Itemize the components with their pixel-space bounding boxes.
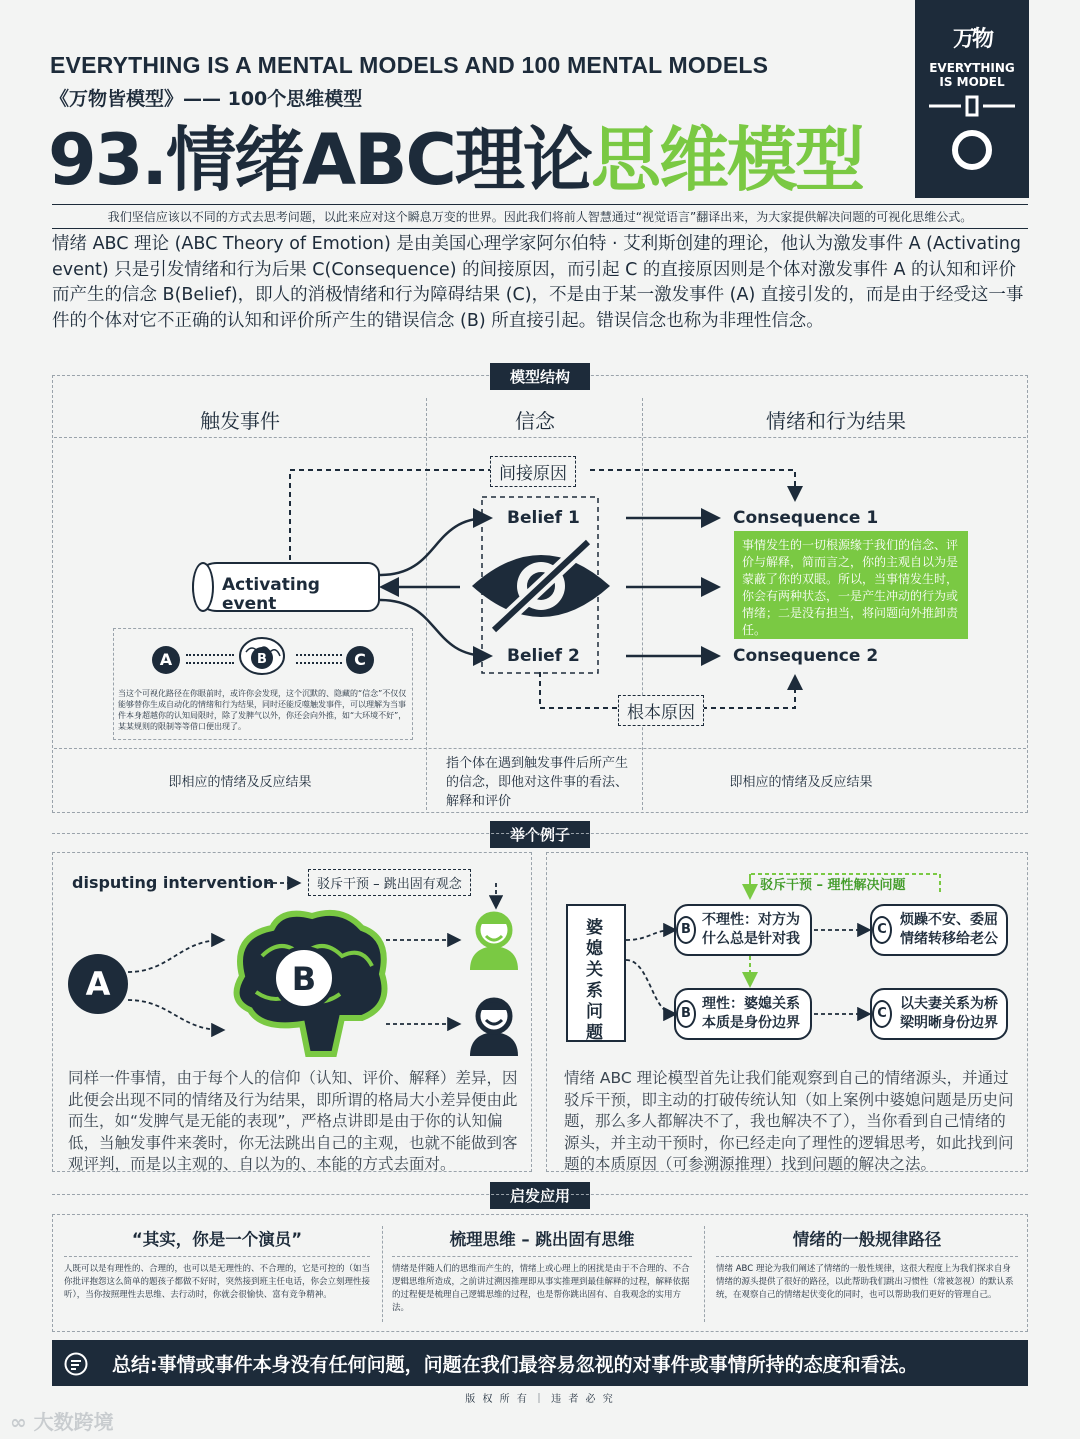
example-left-text: 同样一件事情，由于每个人的信仰（认知、评价、解释）差异，因此便会出现不同的情绪及行为结果，即所谓的格局大小差异便由此而生，如“发脾气是无能的表现”，严格点讲即是由于你的认知偏低，当触发事件来袭时，你无法跳出自己的主观，也就不能做到客观评判，而是以主观的、自以为的、本能的方式去面对。 [68,1069,518,1173]
disputing-label: disputing intervention [72,873,275,892]
application-card-2-title: 梳理思维 – 跳出固有思维 [392,1226,692,1257]
watermark-text: 大数跨境 [33,1410,114,1434]
application-card-2 [392,1226,692,1315]
rational-label: 驳斥干预 – 理性解决问题 [760,878,906,893]
col-head-belief: 信念 [515,409,555,433]
application-card-3-text: 情绪 ABC 理论为我们阐述了情绪的一般性规律，这很大程度上为我们探求自身情绪的源头提供了很好的路径，以此帮助我们跳出习惯性（常被忽视）的默认系统，在观察自己的情绪起伏变化的同时，也可以帮助我们更好的管理自己。 [716,1264,1014,1300]
brand-line2: IS MODEL [939,75,1005,89]
watermark-logo-icon: ∞ [10,1410,34,1434]
note-icon [64,1352,88,1376]
person-navy-icon [466,994,522,1056]
structure-foot-consequence: 即相应的情绪及反应结果 [729,775,873,790]
abc-c-badge: C [346,646,374,674]
example-b2-label: 理性：婆媳关系本质是身份边界 [702,996,800,1031]
application-card-2-text: 情绪是伴随人们的思维而产生的，情绪上或心理上的困扰是由于不合理的、不合逻辑思维所造成，之前讲过溯因推理即从事实推理到最佳解释的过程，解释依据的过程便是梳理自己逻辑思维的过程，也是帮你跳出固有、自我观念的实用方法。 [392,1264,690,1313]
consequence-1-label: Consequence 1 [733,508,879,528]
example-a-badge: A [68,954,128,1014]
abc-a-badge: A [152,646,180,674]
series-subtitle: 《万物皆模型》—— 100个思维模型 [50,88,363,110]
example-c1-label: 烦躁不安、委屈情绪转移给老公 [900,912,998,947]
application-tag: 启发应用 [490,1182,590,1209]
structure-foot-belief: 指个体在遇到触发事件后所产生的信念，即他对这件事的看法、解释和评价 [446,756,629,809]
summary-bar [52,1340,1028,1386]
topic-label: 婆媳关系问题 [586,918,603,1043]
c1-badge-icon: C [872,916,892,944]
consequence-note: 事情发生的一切根源缘于我们的信念、评价与解释，简而言之，你的主观自以为是蒙蔽了你的双眼。所以，当事情发生时，你会有两种状态，一是产生冲动的行为或情绪；二是没有担当，将问题向外推卸责任。 [734,531,968,639]
title-main: 93.情绪ABC理论 [48,119,591,201]
brand-logo: 万物 [952,27,991,52]
example-b1-label: 不理性：对方为什么总是针对我 [702,912,800,947]
example-b-glyph: B [291,960,317,998]
application-separator [52,1194,1028,1195]
intro-paragraph: 情绪 ABC 理论 (ABC Theory of Emotion) 是由美国心理学家阿尔伯特 · 艾利斯创建的理论，他认为激发事件 A (Activating event) 只是引发情绪和行为后果 C(Consequence) 的间接原因，而引起 C 的直接原因则是个体对激发事件 A 的认知和评价而产生的信念 B(Belief)，即人的消极情绪和行为障碍结果 (C)，不是由于某一激发事件 (A) 直接引发的，而是由于经受这一事件的个体对它不正确的认知和评价所产生的错误信念 (B) 所直接引起。错误信念也称为非理性信念。 [52,234,1024,331]
application-card-3 [716,1226,1018,1302]
application-card-3-title: 情绪的一般规律路径 [716,1226,1018,1257]
root-cause-label: 根本原因 [618,695,704,726]
abc-b-glyph: B [257,652,267,667]
application-card-1 [64,1226,370,1302]
tagline: 我们坚信应该以不同的方式去思考问题，以此来应对这个瞬息万变的世界。因此我们将前人智慧通过“视觉语言”翻译出来，为大家提供解决问题的可视化思维公式。 [52,204,1028,229]
consequence-2-label: Consequence 2 [733,646,879,666]
example-tag: 举个例子 [490,821,590,848]
col-head-trigger: 触发事件 [200,409,280,433]
example-c2-label: 以夫妻关系为桥梁明晰身份边界 [900,996,998,1031]
application-card-1-text: 人既可以是有理性的、合理的，也可以是无理性的、不合理的，它是可控的（如当你批评抱怨这么简单的题孩子都做不好时，突然接到班主任电话，你会立刻理性接听），当你按照理性去思维、去行动时，你就会很愉快、富有竞争精神。 [64,1264,371,1300]
series-title: EVERYTHING IS A MENTAL MODELS AND 100 MENTAL MODELS [50,52,769,78]
b1-badge-icon: B [676,916,696,944]
b2-badge-icon: B [676,1000,696,1028]
example-right-text: 情绪 ABC 理论模型首先让我们能观察到自己的情绪源头，并通过驳斥干预，即主动的打破传统认知（如上案例中婆媳问题是历史问题，那么多人都解决不了，我也解决不了），当你看到自己情绪的源头，并主动干预时，你已经走向了理性的逻辑思考，如此找到问题的本质原因（可参溯源推理）找到问题的解决之法。 [564,1069,1014,1173]
application-card-divider-1 [382,1226,383,1322]
break-label: 驳斥干预 – 跳出固有观念 [317,877,462,892]
summary-text: 总结:事情或事件本身没有任何问题，问题在我们最容易忽视的对事件或事情所持的态度和看法。 [112,1354,918,1376]
application-card-1-title: “其实，你是一个演员” [64,1226,370,1257]
belief-1-label: Belief 1 [507,508,580,528]
application-card-divider-2 [704,1226,705,1322]
title-accent: 思维模型 [590,119,863,201]
abc-note: 当这个可视化路径在你眼前时，或许你会发现，这个沉默的、隐藏的“信念”不仅仅能够替你生成自动化的情绪和行为结果，同时还能反噬触发事件，可以理解为当事件本身超越你的认知局限时，除了发脾气以外，你还会向外推，如“大环境不好”，某某规则的限制等等借口便出现了。 [118,689,407,731]
structure-tag: 模型结构 [490,363,590,390]
watermark [10,1406,114,1435]
indirect-cause-label: 间接原因 [490,456,576,487]
belief-2-label: Belief 2 [507,646,580,666]
col-head-consequence: 情绪和行为结果 [766,409,906,433]
brand-line1: EVERYTHING [929,61,1015,75]
structure-foot-trigger: 即相应的情绪及反应结果 [168,775,312,790]
person-green-icon [466,908,522,970]
brain-icon-large [222,906,392,1060]
copyright-footer: 版 权 所 有 ｜ 违 者 必 究 [465,1394,615,1405]
c2-badge-icon: C [872,1000,892,1028]
activating-event-label: Activating event [222,575,320,614]
